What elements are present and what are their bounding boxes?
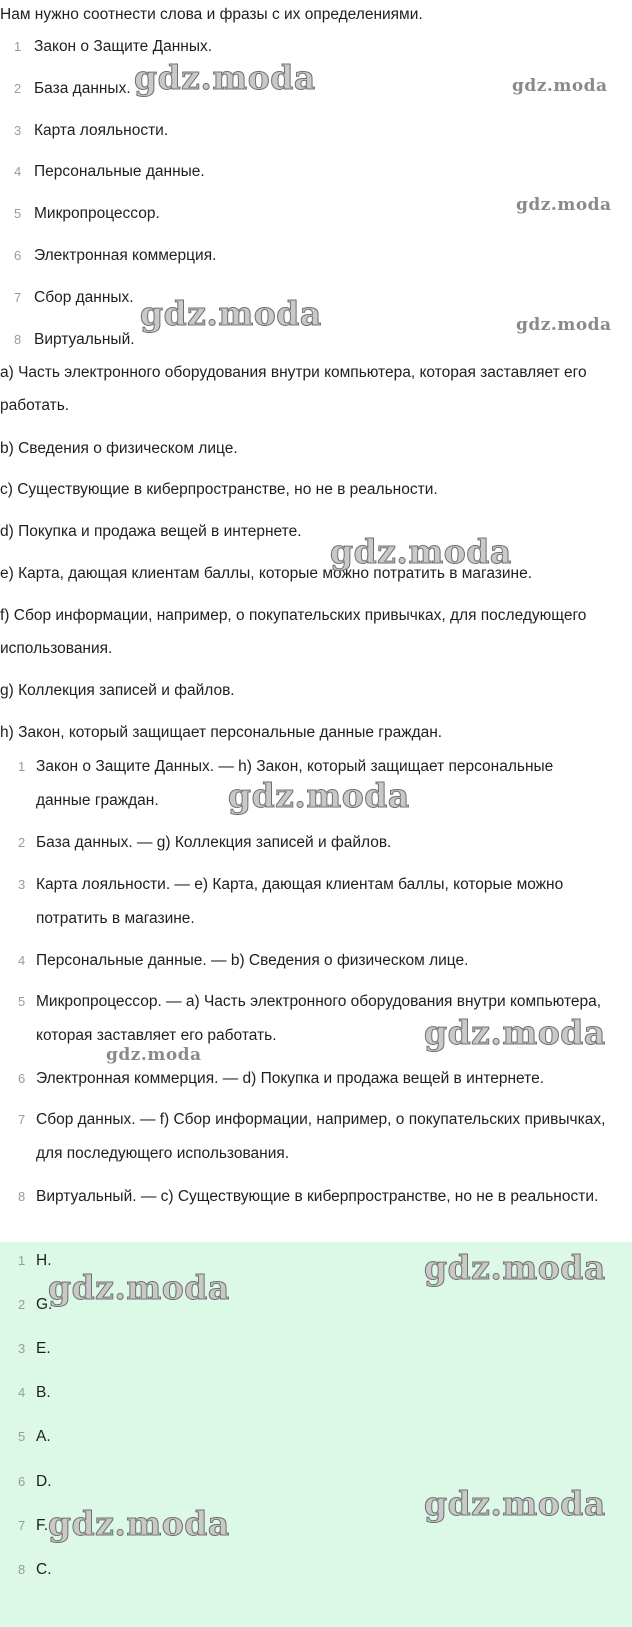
answer-key-item — [18, 1471, 52, 1493]
match-item — [18, 1062, 608, 1096]
answer-key-item — [18, 1559, 52, 1581]
watermark: gdz.moda — [424, 1013, 606, 1052]
watermark: gdz.moda — [48, 1504, 230, 1543]
answer-key-item — [18, 1382, 51, 1404]
watermark: gdz.moda — [106, 1045, 202, 1065]
line-number: 1 — [18, 759, 26, 774]
line-number: 3 — [18, 1341, 26, 1356]
match-text: Сбор данных. — f) Сбор информации, например, о покупательских привычках, для последующего использования. — [36, 1111, 606, 1162]
watermark: gdz.moda — [512, 76, 608, 96]
answer-letter: D. — [36, 1473, 52, 1490]
watermark: gdz.moda — [424, 1248, 606, 1287]
answer-letter: F. — [36, 1517, 49, 1534]
line-number: 8 — [14, 332, 22, 347]
line-number: 6 — [18, 1474, 26, 1489]
term-text: Микропроцессор. — [34, 205, 160, 222]
line-number: 3 — [14, 123, 22, 138]
match-item — [18, 1103, 608, 1171]
watermark: gdz.moda — [330, 532, 512, 571]
answer-key-item — [18, 1426, 51, 1448]
term-item — [14, 120, 614, 142]
answer-key-item — [18, 1515, 48, 1537]
definition-item: e) Карта, дающая клиентам баллы, которые можно потратить в магазине. — [0, 565, 533, 582]
match-text: Микропроцессор. — a) Часть электронного оборудования внутри компьютера, которая заставляет его работать. — [36, 993, 602, 1044]
match-text: База данных. — g) Коллекция записей и файлов. — [36, 834, 392, 851]
answer-letter: A. — [36, 1428, 51, 1445]
line-number: 2 — [18, 835, 26, 850]
line-number: 8 — [18, 1189, 26, 1204]
line-number: 2 — [14, 81, 22, 96]
definition-item: c) Существующие в киберпространстве, но не в реальности. — [0, 481, 438, 498]
term-text: Виртуальный. — [34, 331, 135, 348]
match-item — [18, 1180, 608, 1214]
term-text: База данных. — [34, 80, 131, 97]
answer-letter: G. — [36, 1296, 53, 1313]
line-number: 6 — [14, 248, 22, 263]
watermark: gdz.moda — [516, 195, 612, 215]
watermark: gdz.moda — [140, 294, 322, 333]
line-number: 4 — [14, 164, 22, 179]
term-item — [14, 245, 614, 267]
answer-letter: H. — [36, 1252, 52, 1269]
answer-letter: B. — [36, 1384, 51, 1401]
task-intro: Нам нужно соотнести слова и фразы с их определениями. — [0, 6, 423, 23]
watermark: gdz.moda — [516, 315, 612, 335]
definition-item: b) Сведения о физическом лице. — [0, 440, 238, 457]
line-number: 7 — [14, 290, 22, 305]
watermark: gdz.moda — [228, 776, 410, 815]
match-item — [18, 868, 608, 936]
term-item — [14, 36, 614, 58]
definition-item: d) Покупка и продажа вещей в интернете. — [0, 523, 302, 540]
match-item — [18, 944, 608, 978]
definition-item: g) Коллекция записей и файлов. — [0, 682, 235, 699]
term-text: Сбор данных. — [34, 289, 134, 306]
line-number: 1 — [18, 1253, 26, 1268]
line-number: 5 — [14, 206, 22, 221]
term-text: Закон о Защите Данных. — [34, 38, 213, 55]
definition-item: f) Сбор информации, например, о покупательских привычках, для последующего использования. — [0, 607, 587, 657]
term-text: Персональные данные. — [34, 163, 205, 180]
term-text: Электронная коммерция. — [34, 247, 217, 264]
answer-letter: C. — [36, 1561, 52, 1578]
term-text: Карта лояльности. — [34, 122, 169, 139]
match-text: Карта лояльности. — e) Карта, дающая клиентам баллы, которые можно потратить в магазине. — [36, 876, 564, 927]
answer-key-item — [18, 1250, 52, 1272]
match-item — [18, 826, 608, 860]
line-number: 2 — [18, 1297, 26, 1312]
line-number: 1 — [14, 39, 22, 54]
match-text: Виртуальный. — c) Существующие в киберпространстве, но не в реальности. — [36, 1188, 599, 1205]
line-number: 7 — [18, 1112, 26, 1127]
match-text: Персональные данные. — b) Сведения о физическом лице. — [36, 952, 469, 969]
line-number: 7 — [18, 1518, 26, 1533]
match-text: Электронная коммерция. — d) Покупка и продажа вещей в интернете. — [36, 1070, 545, 1087]
line-number: 4 — [18, 953, 26, 968]
definition-item: a) Часть электронного оборудования внутри компьютера, которая заставляет его работать. — [0, 364, 587, 414]
answer-letter: E. — [36, 1340, 51, 1357]
definition-item: h) Закон, который защищает персональные данные граждан. — [0, 724, 443, 741]
watermark: gdz.moda — [424, 1484, 606, 1523]
answer-key-item — [18, 1338, 51, 1360]
line-number: 8 — [18, 1562, 26, 1577]
line-number: 4 — [18, 1385, 26, 1400]
line-number: 3 — [18, 877, 26, 892]
watermark: gdz.moda — [134, 58, 316, 97]
watermark: gdz.moda — [48, 1268, 230, 1307]
line-number: 5 — [18, 1429, 26, 1444]
line-number: 5 — [18, 994, 26, 1009]
line-number: 6 — [18, 1071, 26, 1086]
match-text: Закон о Защите Данных. — h) Закон, который защищает персональные данные граждан. — [36, 758, 554, 809]
term-item — [14, 161, 614, 183]
